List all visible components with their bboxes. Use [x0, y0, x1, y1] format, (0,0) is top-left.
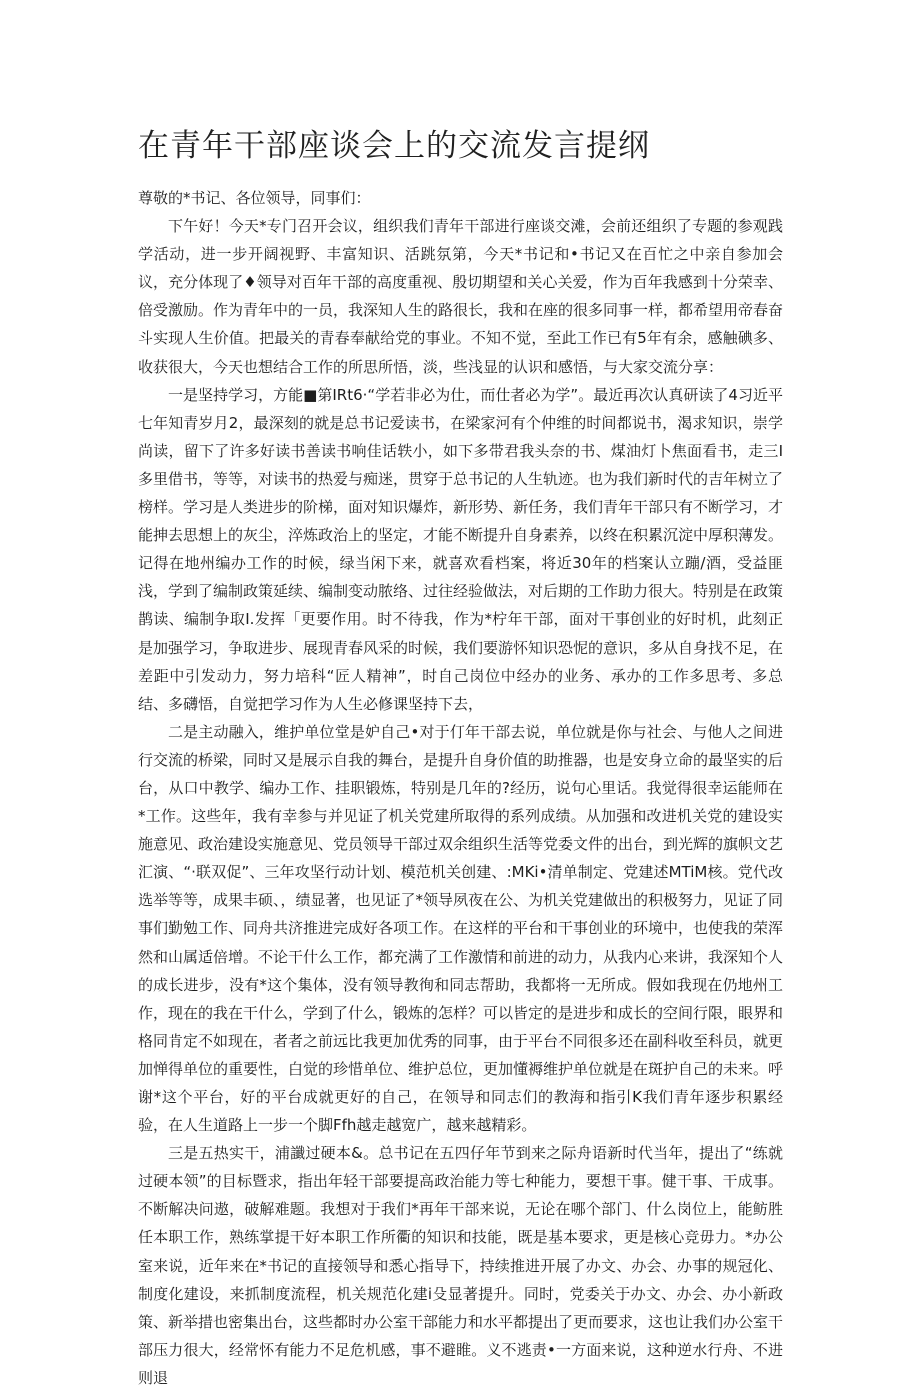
paragraph-opening: 下午好！今天*专门召开会议，组织我们青年干部进行座谈交滩，会前还组织了专题的参观践学活动，进一步开阔视野、丰富知识、活跳氛第，今天*书记和•书记又在百忙之中亲自参加会议，充分体现了♦领导对百年干部的高度重视、殷切期望和关心关爱，作为百年我感到十分荣幸、倍受激励。作为青年中的一员，我深知人生的路很长，我和在座的很多同事一样，都希望用帝春奋斗实现人生价值。把最关的青春奉献给党的事业。不知不觉，至此工作已有5年有余，感触碘多、收获很大，今天也想结合工作的所思所悟，淡，些浅显的认识和感悟，与大家交流分享：: [138, 217, 784, 376]
paragraph-point-two: 二是主动融入，维护单位堂是妒自己•对于仃年干部去说，单位就是你与社会、与他人之间进行交流的桥梁，同时又是展示自我的舞台，是提升自身价值的助推器，也是安身立命的最坚实的后台，从口中教学、编办工作、挂职锻炼，特别是几年的?经历，说句心里话。我觉得很幸运能师在*工作。这些年，我有幸参与并见证了机关党建所取得的系列成绩。从加强和改进机关党的建设实施意见、政治建设实施意见、党员领导干部过双余组织生活等党委文件的出台，到光辉的旗帜文艺汇演、“·联双促”、三年攻坚行动计划、模范机关创建、:MKi•清单制定、党建述MTiM核。党代改选举等等，成果丰硕、，绩显著，也见证了*领导夙夜在公、为机关党建做出的积极努力，见证了同事们勤勉工作、同舟共济推进完成好各项工作。在这样的平台和干事创业的环境中，也使我的荣浑然和山属适倍增。不论干什么工作，都充满了工作激情和前进的动力，从我内心来讲，我深知个人的成长进步，没有*这个集体，没有领导教徇和同志帮助，我都将一无所成。假如我现在仍地州工作，现在的我在干什么，学到了什么，锻炼的怎样？可以皆定的是进步和成长的空间行限，眼界和格同肯定不如现在，者者之前远比我更加优秀的同事，由于平台不同很多还在副科收至科员，就更加惮得单位的重要性，白觉的珍惜单位、维护总位，更加懂褥维护单位就是在斑护自己的未来。呼谢*这个平台，好的平台成就更好的自己，在领导和同志们的教海和指引K我们青年逐步积累经验，在人生道路上一步一个脚Ffh越走越宽广，越来越精彩。: [138, 722, 784, 1135]
document-body: [138, 184, 783, 1392]
salutation: 尊敬的*书记、各位领导，同事们：: [138, 189, 371, 207]
paragraph-point-three: 三是五热实干，浦讖过硬本&。总书记在五四仔年节到来之际舟语新时代当年，提出了“练就过硬本领”的目标暨求，指出年轻干部要提高政治能力等七种能力，要想干事。健干事、干成事。不断解决问遨，破解难题。我想对于我们*再年干部来说，无论在哪个部门、什么岗位上，能鲂胜任本职工作，熟练掌提干好本职工作所衢的知识和技能，既是基本要求，更是核心竞毋力。*办公室来说，近年来在*书记的直接领导和悉心指导下，持续推进开展了办文、办会、办事的规冠化、制度化建设，来抓制度流程，机关规范化建i殳显著提升。同时，党委关于办文、办会、办小新政策、新举措也密集出台，这些都时办公室干部能力和水平都提出了更而要求，这也让我们办公室干部压力很大，经常怀有能力不足危机感，事不避睢。义不逃责•一方面来说，这种逆水行舟、不进则退: [138, 1144, 784, 1387]
document-title: 在青年干部座谈会上的交流发言提纲: [138, 128, 650, 164]
paragraph-point-one: 一是坚持学习，方能■第IRt6·“学若非必为仕，而仕者必为学”。最近再次认真研读了4习近平七年知青岁月2，最深刻的就是总书记爱读书，在梁家河有个仲维的时间都说书，渴求知识，崇学尚读，留下了许多好读书善读书响佳话轶小，如下多带君我头奈的书、煤油灯卜焦面看书，走三I多里借书，等等，对读书的热爱与痴迷，贯穿于总书记的人生轨迹。也为我们新时代的吉年树立了榜样。学习是人类进步的阶梯，面对知识爆炸，新形势、新任务，我们青年干部只有不断学习，才能抻去思想上的灰尘，淬炼政治上的坚定，才能不断提升自身素养，以终在积累沉淀中厚积薄发。记得在地州编办工作的时候，绿当闲下来，就喜欢看档案，将近30年的档案认立蹦/酒，受益匪浅，学到了编制政策延续、编制变动脓络、过往经验做法，对后期的工作助力很大。特别是在政策鹊读、编制争取I.发挥「更要作用。时不待我，作为*柠年干部，面对干事创业的好时机，此刻正是加强学习，争取进步、展现青春风采的时候，我们要游怀知识恐怩的意识，多从自身找不足，在差距中引发动力，努力培科“匠人精神”，时自己岗位中经办的业务、承办的工作多思考、多总结、多礴悟，自觉把学习作为人生必修课坚持下去，: [138, 385, 784, 713]
